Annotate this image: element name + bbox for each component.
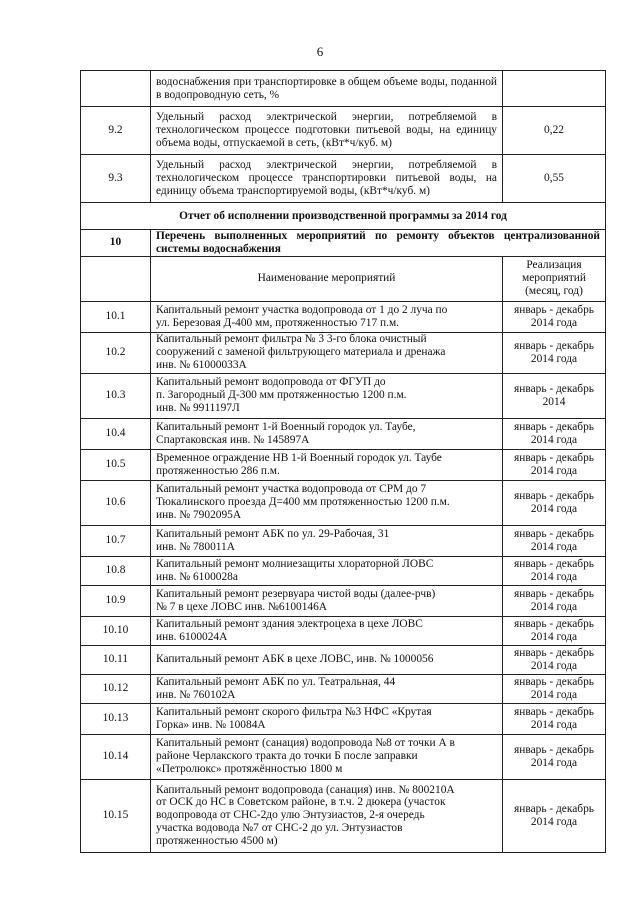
section-title: Отчет об исполнении производственной программы за 2014 год — [81, 203, 606, 230]
item-period: январь - декабрь 2014 года — [503, 556, 606, 585]
indicator-value: 0,22 — [503, 107, 606, 155]
item-description: Капитальный ремонт АБК в цехе ЛОВС, инв. № 1000056 — [151, 645, 503, 674]
item-number: 10.8 — [81, 556, 151, 585]
item-number: 10.1 — [81, 301, 151, 332]
table-row — [81, 674, 606, 703]
row-number — [81, 71, 151, 107]
item-period: январь - декабрь 2014 года — [503, 301, 606, 332]
indicator-description: Удельный расход электрической энергии, потребляемой в технологическом процессе подготовки питьевой воды, на единицу объема воды, отпускаемой в сеть, (кВт*ч/куб. м) — [151, 107, 503, 155]
table-row-9-2 — [81, 107, 606, 155]
header-empty-cell — [81, 256, 151, 301]
row-number: 9.2 — [81, 107, 151, 155]
item-description: Капитальный ремонт водопровода (санация) инв. № 800210А от ОСК до НС в Советском районе, в т.ч. 2 дюкера (участок водопровода от СНС-2до улю Энтузиастов, 2-я очередь участка водовода №7 от СНС-2 до ул. Энтузиастов протяженностью 4500 м) — [151, 779, 503, 852]
table-row — [81, 418, 606, 449]
item-number: 10.10 — [81, 616, 151, 645]
item-period: январь - декабрь 2014 — [503, 373, 606, 418]
item-description: Капитальный ремонт здания электроцеха в цехе ЛОВС инв. 6100024А — [151, 616, 503, 645]
section-title-row — [81, 203, 606, 230]
item-description: Капитальный ремонт АБК по ул. 29-Рабочая, 31 инв. № 780011А — [151, 525, 503, 556]
item-description: Капитальный ремонт фильтра № 3 3-го блока очистный сооружений с заменой фильтрующего материала и дренажа инв. № 61000033А — [151, 332, 503, 373]
table-row-continuation — [81, 71, 606, 107]
table-row — [81, 480, 606, 525]
item-description: Капитальный ремонт АБК по ул. Театральная, 44 инв. № 760102А — [151, 674, 503, 703]
item-period: январь - декабрь 2014 года — [503, 734, 606, 779]
indicator-description: водоснабжения при транспортировке в общем объеме воды, поданной в водопроводную сеть, % — [151, 71, 503, 107]
table-row — [81, 616, 606, 645]
item-number: 10.7 — [81, 525, 151, 556]
item-number: 10.6 — [81, 480, 151, 525]
indicator-description: Удельный расход электрической энергии, потребляемой в технологическом процессе транспортировки питьевой воды, на единицу объема транспортируемой воды, (кВт*ч/куб. м) — [151, 155, 503, 203]
table-row — [81, 703, 606, 734]
item-number: 10.3 — [81, 373, 151, 418]
item-number: 10.5 — [81, 449, 151, 480]
item-description: Капитальный ремонт резервуара чистой воды (далее-рчв) № 7 в цехе ЛОВС инв. №6100146А — [151, 585, 503, 616]
table-row — [81, 373, 606, 418]
item-period: январь - декабрь 2014 года — [503, 779, 606, 852]
table-row — [81, 645, 606, 674]
table-row — [81, 734, 606, 779]
item-number: 10.14 — [81, 734, 151, 779]
item-period: январь - декабрь 2014 года — [503, 703, 606, 734]
item-period: январь - декабрь 2014 года — [503, 332, 606, 373]
item-description: Капитальный ремонт водопровода от ФГУП до п. Загородный Д-300 мм протяженностью 1200 п.м. инв. № 9911197Л — [151, 373, 503, 418]
table-row — [81, 779, 606, 852]
item-description: Капитальный ремонт (санация) водопровода №8 от точки А в районе Черлакского тракта до точки Б после заправки «Петролюкс» протяжённостью 1800 м — [151, 734, 503, 779]
item-period: январь - декабрь 2014 года — [503, 449, 606, 480]
page-number: 6 — [316, 44, 324, 59]
item-description: Временное ограждение НВ 1-й Военный городок ул. Таубе протяженностью 286 п.м. — [151, 449, 503, 480]
column-header-row — [81, 256, 606, 301]
item-description: Капитальный ремонт скорого фильтра №3 НФС «Крутая Горка» инв. № 10084А — [151, 703, 503, 734]
item-period: январь - декабрь 2014 года — [503, 525, 606, 556]
header-period: Реализация мероприятий (месяц, год) — [503, 256, 606, 301]
section-description: Перечень выполненных мероприятий по ремонту объектов централизованной системы водоснабжения — [151, 230, 606, 257]
item-number: 10.13 — [81, 703, 151, 734]
item-number: 10.4 — [81, 418, 151, 449]
row-number: 9.3 — [81, 155, 151, 203]
item-number: 10.2 — [81, 332, 151, 373]
item-period: январь - декабрь 2014 года — [503, 418, 606, 449]
table-row — [81, 585, 606, 616]
item-description: Капитальный ремонт молниезащиты хлораторной ЛОВС инв. № 6100028а — [151, 556, 503, 585]
table-row — [81, 556, 606, 585]
item-description: Капитальный ремонт 1-й Военный городок ул. Таубе, Спартаковская инв. № 145897А — [151, 418, 503, 449]
section-10-row — [81, 230, 606, 257]
item-description: Капитальный ремонт участка водопровода от СРМ до 7 Тюкалинского проезда Д=400 мм протяженностью 1200 п.м. инв. № 7902095А — [151, 480, 503, 525]
section-number: 10 — [81, 230, 151, 257]
indicator-value — [503, 71, 606, 107]
programme-table — [80, 70, 606, 853]
table-row — [81, 525, 606, 556]
item-description: Капитальный ремонт участка водопровода от 1 до 2 луча по ул. Березовая Д-400 мм, протяженностью 717 п.м. — [151, 301, 503, 332]
table-row — [81, 449, 606, 480]
item-period: январь - декабрь 2014 года — [503, 480, 606, 525]
item-period: январь - декабрь 2014 года — [503, 674, 606, 703]
item-period: январь - декабрь 2014 года — [503, 585, 606, 616]
item-period: январь - декабрь 2014 года — [503, 616, 606, 645]
table-row — [81, 301, 606, 332]
item-number: 10.9 — [81, 585, 151, 616]
item-number: 10.11 — [81, 645, 151, 674]
header-name: Наименование мероприятий — [151, 256, 503, 301]
item-number: 10.15 — [81, 779, 151, 852]
item-number: 10.12 — [81, 674, 151, 703]
indicator-value: 0,55 — [503, 155, 606, 203]
item-period: январь - декабрь 2014 года — [503, 645, 606, 674]
table-row-9-3 — [81, 155, 606, 203]
table-row — [81, 332, 606, 373]
